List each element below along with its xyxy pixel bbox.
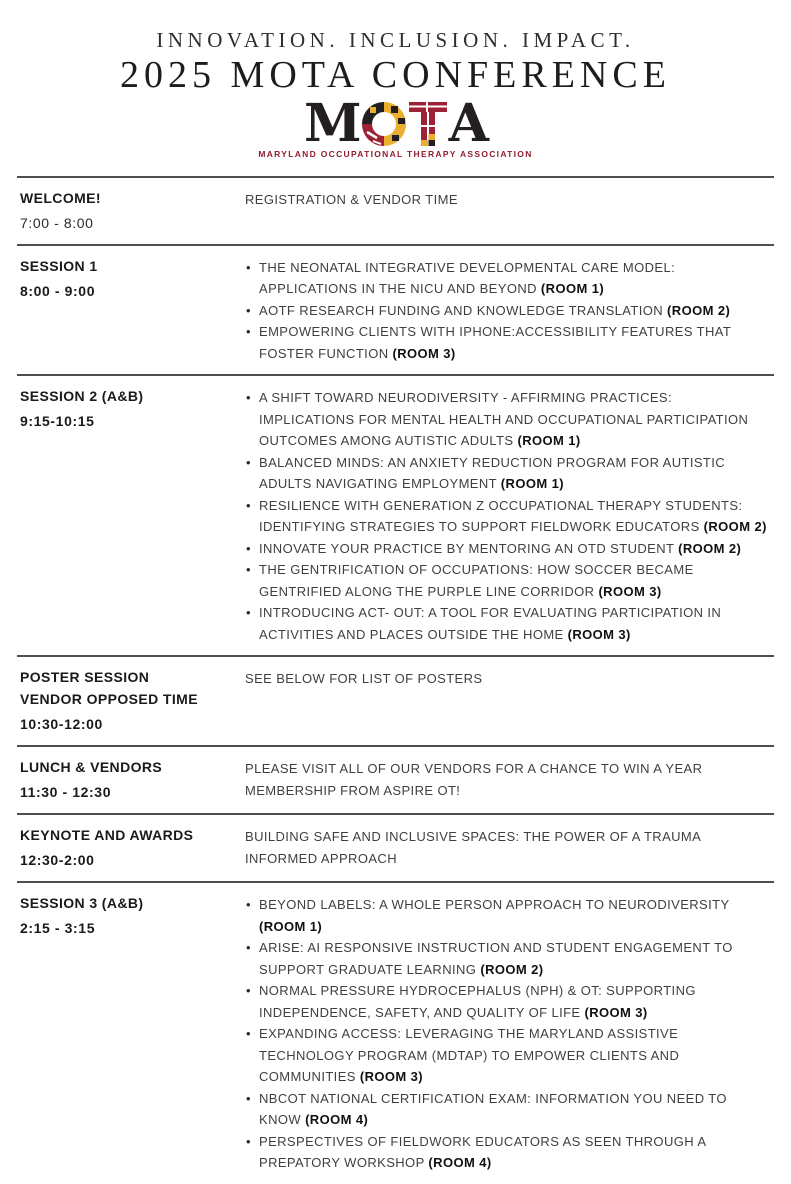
page-header xyxy=(17,28,774,162)
schedule-row-lunch-vendors xyxy=(17,745,774,813)
room-label: (ROOM 4) xyxy=(305,1112,369,1128)
row-heading xyxy=(20,892,245,914)
row-heading xyxy=(20,666,245,710)
session-title: THE NEONATAL INTEGRATIVE DEVELOPMENTAL CARE MODEL: APPLICATIONS IN THE NICU AND BEYOND xyxy=(259,259,676,297)
row-content xyxy=(245,756,774,803)
session-title: THE GENTRIFICATION OF OCCUPATIONS: HOW SOCCER BECAME GENTRIFIED ALONG THE PURPLE LINE CORRIDOR xyxy=(259,562,694,599)
row-heading-line: LUNCH & VENDORS xyxy=(20,759,163,776)
session-item xyxy=(245,452,767,495)
row-heading xyxy=(20,255,245,277)
row-heading xyxy=(20,187,245,209)
session-item xyxy=(245,387,767,452)
session-item xyxy=(245,1088,767,1131)
row-heading-line: VENDOR OPPOSED TIME xyxy=(20,691,198,708)
session-title: RESILIENCE WITH GENERATION Z OCCUPATIONAL THERAPY STUDENTS: IDENTIFYING STRATEGIES TO SUPPORT FIELDWORK EDUCATORS xyxy=(259,497,743,535)
conference-schedule-page xyxy=(0,28,791,1184)
logo-letter-m: M xyxy=(304,92,360,154)
row-time: 12:30-2:00 xyxy=(20,852,95,869)
schedule-row-welcome xyxy=(17,176,774,244)
row-left-column xyxy=(17,385,245,645)
row-heading xyxy=(20,385,245,407)
row-description: SEE BELOW FOR LIST OF POSTERS xyxy=(245,671,483,687)
schedule-row-keynote-awards xyxy=(17,813,774,881)
session-title: INNOVATE YOUR PRACTICE BY MENTORING AN OTD STUDENT xyxy=(259,540,679,556)
schedule-table xyxy=(17,176,774,1184)
logo-subtitle: MARYLAND OCCUPATIONAL THERAPY ASSOCIATION xyxy=(258,148,533,159)
row-content xyxy=(245,385,774,645)
row-heading-line: SESSION 2 (A&B) xyxy=(20,388,144,405)
session-item xyxy=(245,538,767,560)
row-left-column xyxy=(17,187,245,234)
session-item xyxy=(245,602,767,645)
row-time: 8:00 - 9:00 xyxy=(20,282,96,299)
room-label: (ROOM 2) xyxy=(703,519,767,535)
session-item xyxy=(245,495,767,538)
schedule-row-session-3 xyxy=(17,881,774,1184)
session-item xyxy=(245,894,767,937)
room-label: (ROOM 3) xyxy=(598,583,662,599)
session-item xyxy=(245,1023,767,1088)
row-heading-line: SESSION 1 xyxy=(20,257,98,274)
room-label: (ROOM 2) xyxy=(667,302,731,318)
row-content xyxy=(245,892,774,1174)
row-left-column xyxy=(17,255,245,365)
session-title: NORMAL PRESSURE HYDROCEPHALUS (NPH) & OT: SUPPORTING INDEPENDENCE, SAFETY, AND QUALITY OF LIFE xyxy=(259,983,696,1020)
mota-logo xyxy=(258,92,533,159)
row-heading-line: SESSION 3 (A&B) xyxy=(20,895,144,912)
session-bullet-list xyxy=(245,892,768,1174)
session-item xyxy=(245,937,767,980)
session-item xyxy=(245,980,767,1023)
room-label: (ROOM 4) xyxy=(428,1155,492,1171)
row-description: BUILDING SAFE AND INCLUSIVE SPACES: THE POWER OF A TRAUMA INFORMED APPROACH xyxy=(245,829,701,866)
session-title: BEYOND LABELS: A WHOLE PERSON APPROACH TO NEURODIVERSITY xyxy=(259,897,730,913)
room-label: (ROOM 3) xyxy=(392,345,456,361)
row-heading xyxy=(20,756,245,778)
row-left-column xyxy=(17,756,245,803)
room-label: (ROOM 1) xyxy=(500,476,564,492)
session-item xyxy=(245,257,767,300)
session-item xyxy=(245,321,767,364)
row-time: 2:15 - 3:15 xyxy=(20,920,96,937)
session-title: EMPOWERING CLIENTS WITH IPHONE:ACCESSIBILITY FEATURES THAT FOSTER FUNCTION xyxy=(259,324,732,361)
logo-o-maryland-flag-icon xyxy=(361,101,407,147)
row-heading-line: KEYNOTE AND AWARDS xyxy=(20,827,194,844)
schedule-row-session-2 xyxy=(17,374,774,655)
logo-t-maryland-flag-icon xyxy=(408,101,448,147)
session-title: ARISE: AI RESPONSIVE INSTRUCTION AND STUDENT ENGAGEMENT TO SUPPORT GRADUATE LEARNING xyxy=(259,940,733,977)
row-heading-line: POSTER SESSION xyxy=(20,669,150,686)
session-item xyxy=(245,300,767,322)
row-time: 11:30 - 12:30 xyxy=(20,784,112,801)
session-bullet-list xyxy=(245,385,768,645)
room-label: (ROOM 3) xyxy=(584,1004,648,1020)
session-item xyxy=(245,559,767,602)
schedule-row-poster-session xyxy=(17,655,774,745)
row-content xyxy=(245,666,774,735)
row-left-column xyxy=(17,666,245,735)
row-heading xyxy=(20,824,245,846)
room-label: (ROOM 3) xyxy=(567,626,631,642)
session-title: AOTF RESEARCH FUNDING AND KNOWLEDGE TRANSLATION xyxy=(259,302,668,318)
session-title: PERSPECTIVES OF FIELDWORK EDUCATORS AS SEEN THROUGH A PREPATORY WORKSHOP xyxy=(259,1133,706,1171)
row-content xyxy=(245,187,774,234)
row-heading-line: WELCOME! xyxy=(20,189,101,206)
session-bullet-list xyxy=(245,255,768,365)
room-label: (ROOM 2) xyxy=(480,961,544,977)
room-label: (ROOM 1) xyxy=(517,433,581,449)
row-description: PLEASE VISIT ALL OF OUR VENDORS FOR A CHANCE TO WIN A YEAR MEMBERSHIP FROM ASPIRE OT! xyxy=(245,761,703,798)
logo-letter-a: A xyxy=(448,92,487,154)
row-left-column xyxy=(17,824,245,871)
session-title: EXPANDING ACCESS: LEVERAGING THE MARYLAND ASSISTIVE TECHNOLOGY PROGRAM (MDTAP) TO EMPOWER CLIENTS AND COMMUNITIES xyxy=(259,1026,680,1085)
row-content xyxy=(245,824,774,871)
room-label: (ROOM 3) xyxy=(359,1069,424,1085)
session-title: INTRODUCING ACT- OUT: A TOOL FOR EVALUATING PARTICIPATION IN ACTIVITIES AND PLACES OUTSIDE THE HOME xyxy=(259,605,722,642)
row-description: REGISTRATION & VENDOR TIME xyxy=(245,191,458,207)
room-label: (ROOM 1) xyxy=(259,918,323,934)
session-title: BALANCED MINDS: AN ANXIETY REDUCTION PROGRAM FOR AUTISTIC ADULTS NAVIGATING EMPLOYMENT xyxy=(259,454,726,492)
row-time: 7:00 - 8:00 xyxy=(20,214,94,231)
conference-tagline: INNOVATION. INCLUSION. IMPACT. xyxy=(156,28,635,52)
conference-title: 2025 MOTA CONFERENCE xyxy=(120,54,671,96)
session-title: A SHIFT TOWARD NEURODIVERSITY - AFFIRMING PRACTICES: IMPLICATIONS FOR MENTAL HEALTH AND OCCUPATIONAL PARTICIPATION OUTCOMES AMONG AUTISTIC ADULTS xyxy=(259,390,749,449)
room-label: (ROOM 1) xyxy=(540,281,605,297)
row-left-column xyxy=(17,892,245,1174)
row-time: 10:30-12:00 xyxy=(20,716,103,733)
session-title: NBCOT NATIONAL CERTIFICATION EXAM: INFORMATION YOU NEED TO KNOW xyxy=(259,1090,727,1128)
session-item xyxy=(245,1131,767,1174)
row-content xyxy=(245,255,774,365)
row-time: 9:15-10:15 xyxy=(20,413,95,430)
room-label: (ROOM 2) xyxy=(678,540,742,556)
schedule-row-session-1 xyxy=(17,244,774,375)
